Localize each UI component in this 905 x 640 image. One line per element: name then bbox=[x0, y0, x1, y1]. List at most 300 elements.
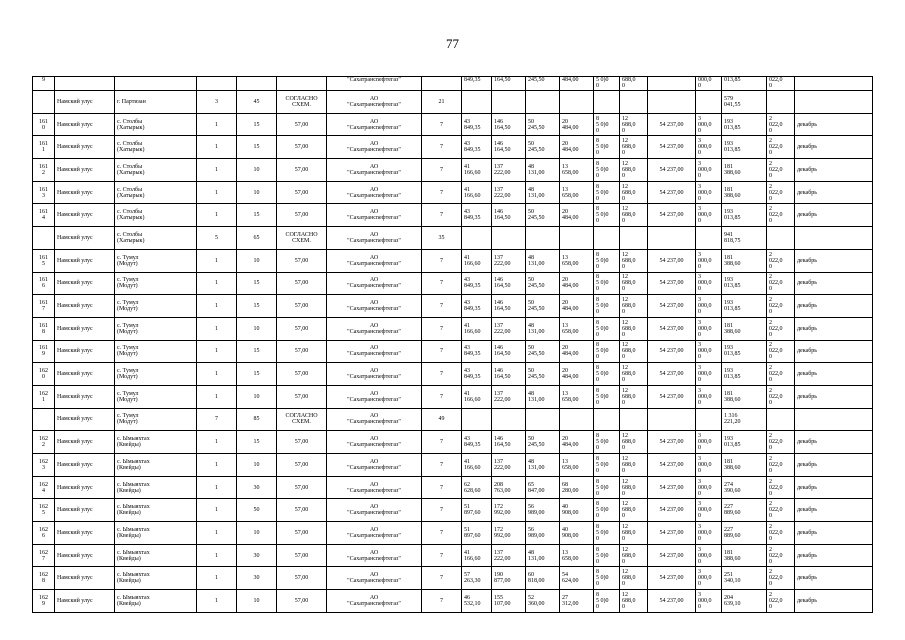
month-cell bbox=[795, 91, 873, 114]
ulus-cell: Намский улус bbox=[55, 590, 115, 613]
value-cell bbox=[560, 227, 594, 250]
table-row bbox=[33, 317, 873, 340]
value-cell: 48 131,00 bbox=[526, 385, 560, 408]
value-cell bbox=[492, 227, 526, 250]
count-cell: 1 bbox=[197, 159, 237, 182]
count-cell: 1 bbox=[197, 363, 237, 386]
value-cell: 8 5 0)0 0 bbox=[594, 136, 620, 159]
count-cell: 7 bbox=[197, 408, 237, 431]
organization-cell: АО "Сахатрансnефтегаз" bbox=[327, 317, 422, 340]
table-row bbox=[33, 181, 873, 204]
value-cell: 146 164,50 bbox=[492, 113, 526, 136]
table-row bbox=[33, 77, 873, 91]
row-number: 161 2 bbox=[33, 159, 55, 182]
value-cell: 8 5 0)0 0 bbox=[594, 204, 620, 227]
percent-cell: 65 bbox=[237, 227, 277, 250]
settlement-cell: с. Столбы (Хатырык) bbox=[115, 227, 197, 250]
value-cell: 8 5 0)0 0 bbox=[594, 340, 620, 363]
value-cell: 2 022,0 0 bbox=[767, 113, 795, 136]
percent-cell: 45 bbox=[237, 91, 277, 114]
value-cell: 12 688,0 0 bbox=[620, 385, 648, 408]
value-cell bbox=[594, 91, 620, 114]
value-cell: 60 818,00 bbox=[526, 567, 560, 590]
value-cell: 54 237,00 bbox=[648, 476, 696, 499]
table-row bbox=[33, 408, 873, 431]
value-cell: 54 237,00 bbox=[648, 181, 696, 204]
value-cell: 3 000,0 0 bbox=[696, 181, 722, 204]
total-cell: 193 013,85 bbox=[722, 363, 767, 386]
value-cell: 48 131,00 bbox=[526, 159, 560, 182]
value-cell: 2 022,0 0 bbox=[767, 249, 795, 272]
value-cell: 13 658,00 bbox=[560, 544, 594, 567]
value-cell: 7 bbox=[422, 431, 462, 454]
row-number: 162 0 bbox=[33, 363, 55, 386]
organization-cell: АО "Сахатрансnефтегаз" bbox=[327, 159, 422, 182]
month-cell bbox=[795, 227, 873, 250]
value-cell: 2 022,0 0 bbox=[767, 181, 795, 204]
value-cell bbox=[462, 227, 492, 250]
percent-cell: 10 bbox=[237, 385, 277, 408]
settlement-cell bbox=[115, 77, 197, 91]
value-cell: 50 245,50 bbox=[526, 363, 560, 386]
total-cell: 227 889,60 bbox=[722, 522, 767, 545]
value-cell: 2 022,0 0 bbox=[767, 454, 795, 477]
value-cell: 12 688,0 0 bbox=[620, 431, 648, 454]
value-cell: 48 131,00 bbox=[526, 249, 560, 272]
table-row bbox=[33, 249, 873, 272]
value-cell: 12 688,0 0 bbox=[620, 204, 648, 227]
row-number bbox=[33, 408, 55, 431]
value-cell bbox=[594, 227, 620, 250]
table-row bbox=[33, 567, 873, 590]
value-cell: 12 688,0 0 bbox=[620, 136, 648, 159]
value-cell: 43 849,35 bbox=[462, 363, 492, 386]
value-cell: 41 166,60 bbox=[462, 544, 492, 567]
month-cell: декабрь bbox=[795, 181, 873, 204]
value-cell: 46 532,10 bbox=[462, 590, 492, 613]
value-cell: 54 237,00 bbox=[648, 544, 696, 567]
table-row bbox=[33, 522, 873, 545]
row-number: 9 bbox=[33, 77, 55, 91]
month-cell: декабрь bbox=[795, 363, 873, 386]
total-cell: 181 388,60 bbox=[722, 181, 767, 204]
ulus-cell bbox=[55, 77, 115, 91]
value-cell: 54 237,00 bbox=[648, 499, 696, 522]
value-cell: 2 022,0 0 bbox=[767, 590, 795, 613]
month-cell: декабрь bbox=[795, 567, 873, 590]
ulus-cell: Намский улус bbox=[55, 340, 115, 363]
value-cell: 54 237,00 bbox=[648, 431, 696, 454]
table-row bbox=[33, 476, 873, 499]
value-cell: 7 bbox=[422, 113, 462, 136]
organization-cell: АО "Сахатрансnефтегаз" bbox=[327, 522, 422, 545]
month-cell: декабрь bbox=[795, 204, 873, 227]
value-cell: 022,0 0 bbox=[767, 77, 795, 91]
value-cell: 8 5 0)0 0 bbox=[594, 385, 620, 408]
value-cell: 43 849,35 bbox=[462, 136, 492, 159]
total-cell: 181 388,60 bbox=[722, 544, 767, 567]
value-cell: 2 022,0 0 bbox=[767, 136, 795, 159]
table-row bbox=[33, 431, 873, 454]
value-cell: 12 688,0 0 bbox=[620, 295, 648, 318]
value-cell: 3 000,0 0 bbox=[696, 522, 722, 545]
total-cell: 941 818,75 bbox=[722, 227, 767, 250]
row-number: 162 7 bbox=[33, 544, 55, 567]
month-cell: декабрь bbox=[795, 385, 873, 408]
value-cell: 7 bbox=[422, 317, 462, 340]
value-cell: 8 5 0)0 0 bbox=[594, 181, 620, 204]
count-cell: 1 bbox=[197, 136, 237, 159]
price-cell: 57,00 bbox=[277, 317, 327, 340]
percent-cell: 10 bbox=[237, 454, 277, 477]
settlement-cell: с. Ымыяхтах (Квейды) bbox=[115, 476, 197, 499]
month-cell bbox=[795, 77, 873, 91]
value-cell bbox=[422, 77, 462, 91]
value-cell bbox=[648, 91, 696, 114]
value-cell: 12 688,0 0 bbox=[620, 454, 648, 477]
settlement-cell: с. Тумул (Модут) bbox=[115, 385, 197, 408]
percent-cell: 15 bbox=[237, 204, 277, 227]
value-cell: 146 164,50 bbox=[492, 431, 526, 454]
value-cell: 137 222,00 bbox=[492, 385, 526, 408]
value-cell bbox=[560, 408, 594, 431]
ulus-cell: Намский улус bbox=[55, 385, 115, 408]
price-cell: 57,00 bbox=[277, 181, 327, 204]
price-cell bbox=[277, 77, 327, 91]
value-cell: 3 000,0 0 bbox=[696, 113, 722, 136]
organization-cell: АО "Сахатрансnефтегаз" bbox=[327, 454, 422, 477]
price-cell: 57,00 bbox=[277, 385, 327, 408]
settlement-cell: с. Ымыяхтах (Квейды) bbox=[115, 567, 197, 590]
month-cell: декабрь bbox=[795, 249, 873, 272]
price-cell: 57,00 bbox=[277, 340, 327, 363]
month-cell: декабрь bbox=[795, 340, 873, 363]
percent-cell: 10 bbox=[237, 249, 277, 272]
table-row bbox=[33, 544, 873, 567]
value-cell bbox=[560, 91, 594, 114]
value-cell: 43 849,35 bbox=[462, 431, 492, 454]
organization-cell: АО "Сахатрансnефтегаз" bbox=[327, 272, 422, 295]
value-cell: 20 484,00 bbox=[560, 363, 594, 386]
value-cell bbox=[526, 227, 560, 250]
count-cell: 1 bbox=[197, 454, 237, 477]
value-cell: 8 5 0)0 0 bbox=[594, 544, 620, 567]
row-number: 162 3 bbox=[33, 454, 55, 477]
organization-cell: "Сахатрансnефтегаз" bbox=[327, 77, 422, 91]
value-cell: 8 5 0)0 0 bbox=[594, 454, 620, 477]
row-number bbox=[33, 227, 55, 250]
value-cell: 8 5 0)0 0 bbox=[594, 249, 620, 272]
price-cell: СОГЛАСНО СХЕМ. bbox=[277, 91, 327, 114]
value-cell: 35 bbox=[422, 227, 462, 250]
value-cell: 172 992,00 bbox=[492, 522, 526, 545]
organization-cell: АО "Сахатрансnефтегаз" bbox=[327, 499, 422, 522]
value-cell: 137 222,00 bbox=[492, 454, 526, 477]
count-cell: 1 bbox=[197, 431, 237, 454]
value-cell: 20 484,00 bbox=[560, 204, 594, 227]
value-cell: 849,35 bbox=[462, 77, 492, 91]
count-cell: 1 bbox=[197, 590, 237, 613]
count-cell: 1 bbox=[197, 340, 237, 363]
count-cell: 1 bbox=[197, 385, 237, 408]
value-cell: 2 022,0 0 bbox=[767, 159, 795, 182]
value-cell: 146 164,50 bbox=[492, 272, 526, 295]
value-cell: 12 688,0 0 bbox=[620, 590, 648, 613]
value-cell: 20 484,00 bbox=[560, 295, 594, 318]
total-cell: 1 316 221,20 bbox=[722, 408, 767, 431]
settlement-cell: с. Столбы (Хатырык) bbox=[115, 136, 197, 159]
price-cell: 57,00 bbox=[277, 113, 327, 136]
value-cell: 12 688,0 0 bbox=[620, 522, 648, 545]
ulus-cell: Намский улус bbox=[55, 363, 115, 386]
count-cell: 1 bbox=[197, 272, 237, 295]
value-cell: 54 237,00 bbox=[648, 522, 696, 545]
value-cell: 12 688,0 0 bbox=[620, 272, 648, 295]
value-cell: 50 245,50 bbox=[526, 204, 560, 227]
percent-cell: 15 bbox=[237, 295, 277, 318]
value-cell: 7 bbox=[422, 340, 462, 363]
value-cell: 12 688,0 0 bbox=[620, 181, 648, 204]
value-cell bbox=[492, 408, 526, 431]
value-cell: 13 658,00 bbox=[560, 159, 594, 182]
value-cell: 57 263,30 bbox=[462, 567, 492, 590]
value-cell: 12 688,0 0 bbox=[620, 476, 648, 499]
value-cell: 21 bbox=[422, 91, 462, 114]
page-number: 77 bbox=[446, 36, 459, 51]
value-cell: 12 688,0 0 bbox=[620, 363, 648, 386]
value-cell: 137 222,00 bbox=[492, 249, 526, 272]
total-cell: 274 390,60 bbox=[722, 476, 767, 499]
price-cell: 57,00 bbox=[277, 431, 327, 454]
percent-cell bbox=[237, 77, 277, 91]
organization-cell: АО "Сахатрансnефтегаз" bbox=[327, 227, 422, 250]
value-cell: 54 237,00 bbox=[648, 249, 696, 272]
value-cell bbox=[696, 91, 722, 114]
month-cell: декабрь bbox=[795, 272, 873, 295]
price-cell: 57,00 bbox=[277, 476, 327, 499]
row-number: 161 6 bbox=[33, 272, 55, 295]
total-cell: 181 388,60 bbox=[722, 317, 767, 340]
value-cell: 50 245,50 bbox=[526, 113, 560, 136]
value-cell: 50 245,50 bbox=[526, 136, 560, 159]
value-cell: 7 bbox=[422, 249, 462, 272]
value-cell: 7 bbox=[422, 476, 462, 499]
settlement-cell: с. Тумул (Модут) bbox=[115, 272, 197, 295]
value-cell bbox=[526, 408, 560, 431]
value-cell: 7 bbox=[422, 590, 462, 613]
value-cell: 54 237,00 bbox=[648, 295, 696, 318]
settlement-cell: с. Тумул (Модут) bbox=[115, 249, 197, 272]
count-cell: 3 bbox=[197, 91, 237, 114]
value-cell: 3 000,0 0 bbox=[696, 385, 722, 408]
value-cell: 8 5 0)0 0 bbox=[594, 590, 620, 613]
month-cell: декабрь bbox=[795, 317, 873, 340]
row-number: 161 4 bbox=[33, 204, 55, 227]
price-cell: 57,00 bbox=[277, 567, 327, 590]
value-cell: 164,50 bbox=[492, 77, 526, 91]
value-cell: 20 484,00 bbox=[560, 113, 594, 136]
ulus-cell: Намский улус bbox=[55, 522, 115, 545]
price-cell: 57,00 bbox=[277, 159, 327, 182]
settlement-cell: с. Ымыяхтах (Квейды) bbox=[115, 454, 197, 477]
settlement-cell: с. Тумул (Модут) bbox=[115, 317, 197, 340]
percent-cell: 15 bbox=[237, 431, 277, 454]
value-cell: 2 022,0 0 bbox=[767, 431, 795, 454]
percent-cell: 15 bbox=[237, 363, 277, 386]
value-cell: 12 688,0 0 bbox=[620, 113, 648, 136]
ulus-cell: Намский улус bbox=[55, 408, 115, 431]
organization-cell: АО "Сахатрансnефтегаз" bbox=[327, 136, 422, 159]
value-cell: 3 000,0 0 bbox=[696, 295, 722, 318]
price-cell: 57,00 bbox=[277, 544, 327, 567]
value-cell: 3 000,0 0 bbox=[696, 136, 722, 159]
organization-cell: АО "Сахатрансnефтегаз" bbox=[327, 544, 422, 567]
total-cell: 181 388,60 bbox=[722, 159, 767, 182]
value-cell: 7 bbox=[422, 544, 462, 567]
value-cell: 40 908,00 bbox=[560, 499, 594, 522]
ulus-cell: Намский улус bbox=[55, 295, 115, 318]
percent-cell: 10 bbox=[237, 317, 277, 340]
organization-cell: АО "Сахатрансnефтегаз" bbox=[327, 113, 422, 136]
ulus-cell: Намский улус bbox=[55, 454, 115, 477]
ulus-cell: Намский улус bbox=[55, 227, 115, 250]
total-cell: 193 013,85 bbox=[722, 204, 767, 227]
table-row bbox=[33, 454, 873, 477]
price-cell: 57,00 bbox=[277, 249, 327, 272]
value-cell: 137 222,00 bbox=[492, 544, 526, 567]
organization-cell: АО "Сахатрансnефтегаз" bbox=[327, 590, 422, 613]
value-cell: 13 658,00 bbox=[560, 385, 594, 408]
value-cell: 68 280,00 bbox=[560, 476, 594, 499]
value-cell: 56 989,00 bbox=[526, 499, 560, 522]
value-cell: 54 237,00 bbox=[648, 363, 696, 386]
percent-cell: 30 bbox=[237, 567, 277, 590]
value-cell: 49 bbox=[422, 408, 462, 431]
count-cell: 1 bbox=[197, 249, 237, 272]
value-cell: 2 022,0 0 bbox=[767, 385, 795, 408]
percent-cell: 10 bbox=[237, 159, 277, 182]
value-cell: 7 bbox=[422, 454, 462, 477]
value-cell: 54 237,00 bbox=[648, 204, 696, 227]
count-cell: 1 bbox=[197, 204, 237, 227]
value-cell: 48 131,00 bbox=[526, 181, 560, 204]
price-cell: СОГЛАСНО СХЕМ. bbox=[277, 227, 327, 250]
value-cell: 7 bbox=[422, 522, 462, 545]
value-cell: 54 237,00 bbox=[648, 340, 696, 363]
value-cell: 146 164,50 bbox=[492, 204, 526, 227]
value-cell: 43 849,35 bbox=[462, 272, 492, 295]
value-cell: 137 222,00 bbox=[492, 159, 526, 182]
value-cell: 7 bbox=[422, 181, 462, 204]
value-cell: 3 000,0 0 bbox=[696, 454, 722, 477]
month-cell: декабрь bbox=[795, 431, 873, 454]
value-cell: 172 992,00 bbox=[492, 499, 526, 522]
settlement-cell: с. Столбы (Хатырык) bbox=[115, 181, 197, 204]
organization-cell: АО "Сахатрансnефтегаз" bbox=[327, 408, 422, 431]
table-row bbox=[33, 159, 873, 182]
value-cell: 54 237,00 bbox=[648, 159, 696, 182]
value-cell: 2 022,0 0 bbox=[767, 204, 795, 227]
value-cell: 3 000,0 0 bbox=[696, 476, 722, 499]
ulus-cell: Намский улус bbox=[55, 476, 115, 499]
row-number: 162 8 bbox=[33, 567, 55, 590]
percent-cell: 15 bbox=[237, 113, 277, 136]
value-cell: 65 847,00 bbox=[526, 476, 560, 499]
settlement-cell: с. Ымыяхтах (Квейды) bbox=[115, 499, 197, 522]
count-cell: 1 bbox=[197, 317, 237, 340]
value-cell: 7 bbox=[422, 385, 462, 408]
value-cell: 12 688,0 0 bbox=[620, 249, 648, 272]
row-number: 161 3 bbox=[33, 181, 55, 204]
value-cell bbox=[767, 91, 795, 114]
total-cell: 193 013,85 bbox=[722, 113, 767, 136]
price-cell: 57,00 bbox=[277, 295, 327, 318]
value-cell: 52 360,00 bbox=[526, 590, 560, 613]
value-cell: 137 222,00 bbox=[492, 317, 526, 340]
value-cell: 62 628,60 bbox=[462, 476, 492, 499]
count-cell bbox=[197, 77, 237, 91]
total-cell: 181 388,60 bbox=[722, 249, 767, 272]
value-cell: 8 5 0)0 0 bbox=[594, 272, 620, 295]
organization-cell: АО "Сахатрансnефтегаз" bbox=[327, 204, 422, 227]
value-cell: 2 022,0 0 bbox=[767, 272, 795, 295]
percent-cell: 50 bbox=[237, 499, 277, 522]
total-cell: 193 013,85 bbox=[722, 340, 767, 363]
row-number: 162 9 bbox=[33, 590, 55, 613]
value-cell: 54 237,00 bbox=[648, 272, 696, 295]
value-cell: 50 245,50 bbox=[526, 295, 560, 318]
value-cell: 688,0 0 bbox=[620, 77, 648, 91]
count-cell: 1 bbox=[197, 181, 237, 204]
ulus-cell: Намский улус bbox=[55, 136, 115, 159]
value-cell: 12 688,0 0 bbox=[620, 159, 648, 182]
value-cell bbox=[526, 91, 560, 114]
value-cell: 50 245,50 bbox=[526, 272, 560, 295]
value-cell: 43 849,35 bbox=[462, 204, 492, 227]
table-row bbox=[33, 590, 873, 613]
organization-cell: АО "Сахатрансnефтегаз" bbox=[327, 567, 422, 590]
value-cell: 41 166,60 bbox=[462, 159, 492, 182]
value-cell: 48 131,00 bbox=[526, 544, 560, 567]
total-cell: 193 013,85 bbox=[722, 295, 767, 318]
value-cell: 245,50 bbox=[526, 77, 560, 91]
table-row bbox=[33, 385, 873, 408]
price-cell: 57,00 bbox=[277, 136, 327, 159]
value-cell: 146 164,50 bbox=[492, 136, 526, 159]
organization-cell: АО "Сахатрансnефтегаз" bbox=[327, 431, 422, 454]
month-cell: декабрь bbox=[795, 159, 873, 182]
percent-cell: 15 bbox=[237, 272, 277, 295]
settlement-cell: с. Ымыяхтах (Квейды) bbox=[115, 590, 197, 613]
value-cell: 8 5 0)0 0 bbox=[594, 295, 620, 318]
value-cell: 43 849,35 bbox=[462, 295, 492, 318]
value-cell: 51 897,60 bbox=[462, 522, 492, 545]
organization-cell: АО "Сахатрансnефтегаз" bbox=[327, 91, 422, 114]
value-cell bbox=[492, 91, 526, 114]
table-row bbox=[33, 272, 873, 295]
value-cell: 13 658,00 bbox=[560, 249, 594, 272]
value-cell: 43 849,35 bbox=[462, 113, 492, 136]
count-cell: 5 bbox=[197, 227, 237, 250]
settlement-cell: с. Ымыяхтах (Квейды) bbox=[115, 522, 197, 545]
value-cell bbox=[696, 227, 722, 250]
settlement-cell: с. Тумул (Модут) bbox=[115, 363, 197, 386]
settlement-cell: с. Столбы (Хатырык) bbox=[115, 204, 197, 227]
organization-cell: АО "Сахатрансnефтегаз" bbox=[327, 249, 422, 272]
ulus-cell: Намский улус bbox=[55, 431, 115, 454]
percent-cell: 10 bbox=[237, 522, 277, 545]
total-cell: 193 013,85 bbox=[722, 431, 767, 454]
